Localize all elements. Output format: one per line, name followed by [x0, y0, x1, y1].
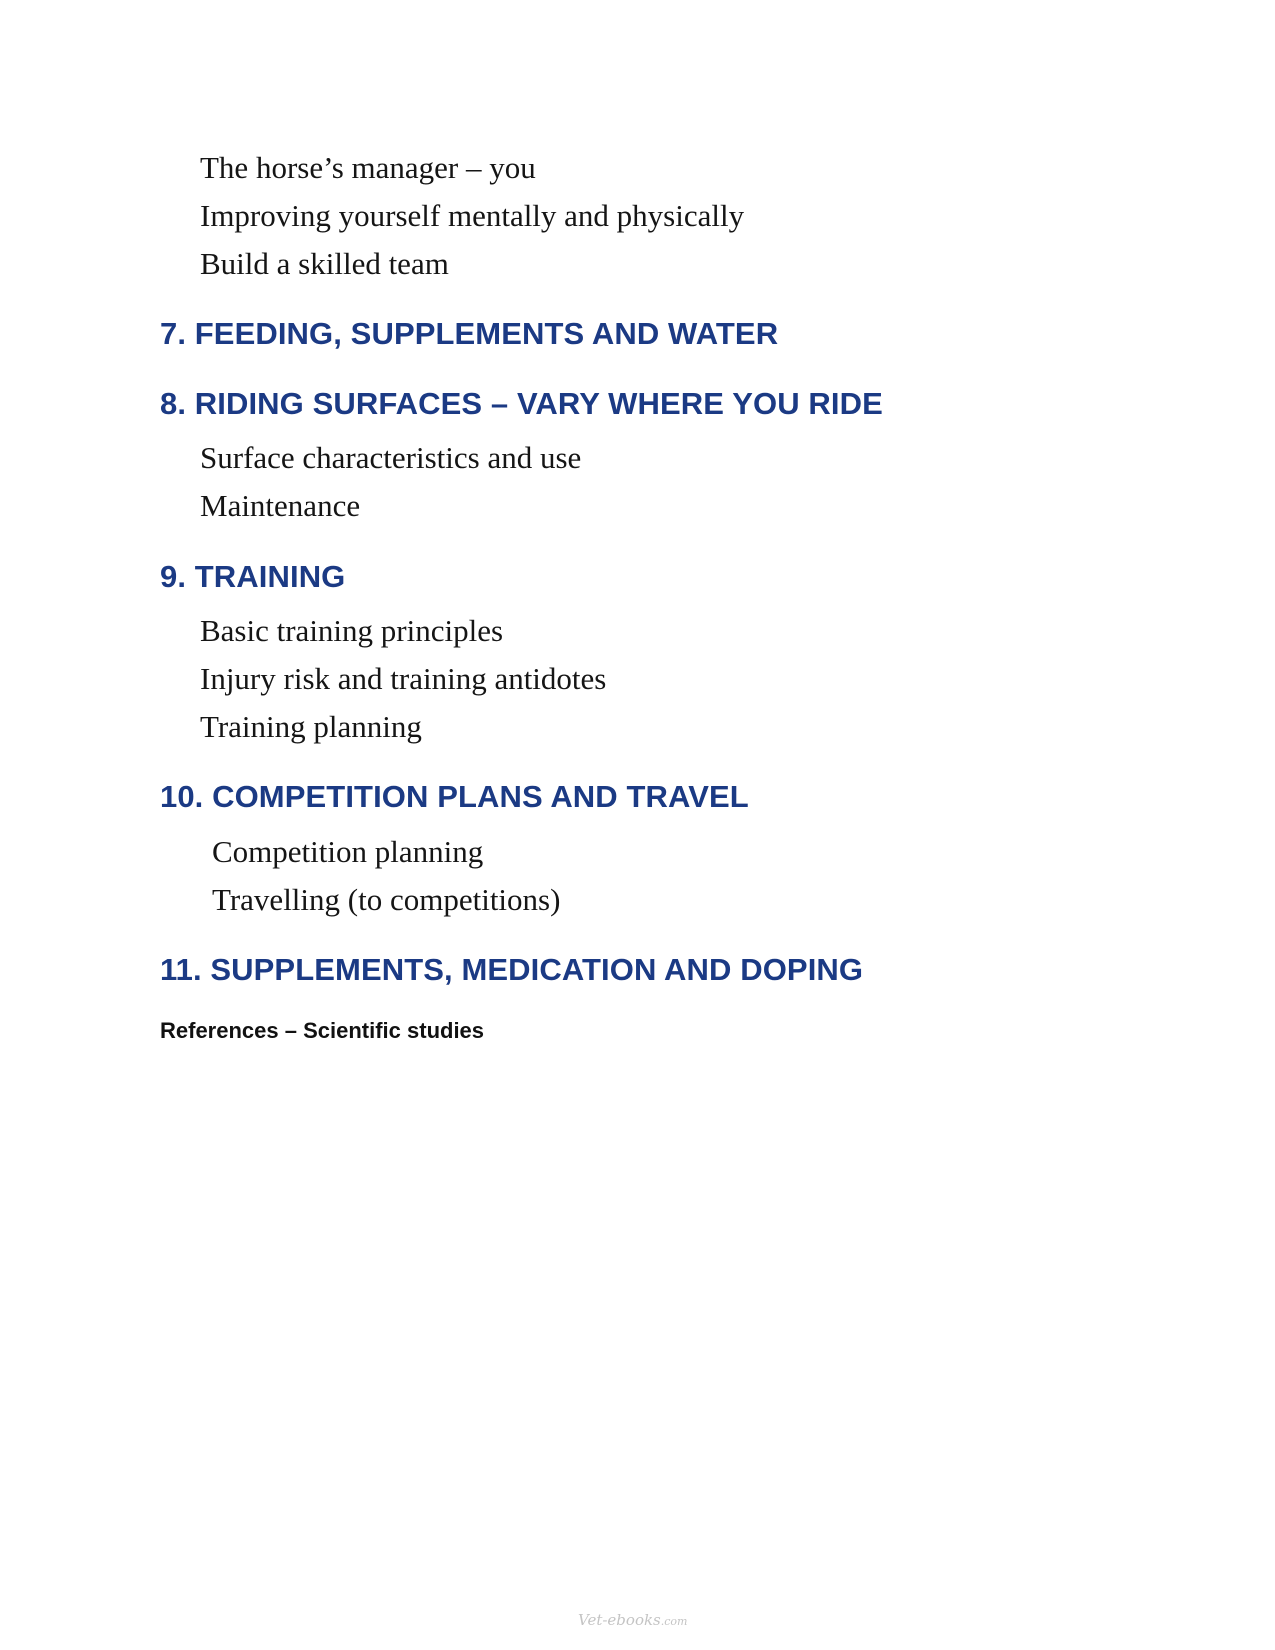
toc-item-skilled-team: Build a skilled team: [200, 246, 449, 281]
toc-item-improving-yourself: Improving yourself mentally and physically: [200, 198, 745, 233]
toc-item-basic-training: Basic training principles: [200, 613, 504, 648]
toc-heading-chapter-11: 11. SUPPLEMENTS, MEDICATION AND DOPING: [160, 952, 864, 987]
toc-references: References – Scientific studies: [160, 1018, 485, 1043]
toc-heading-chapter-9: 9. TRAINING: [160, 559, 346, 594]
toc-heading-chapter-8: 8. RIDING SURFACES – VARY WHERE YOU RIDE: [160, 386, 883, 421]
toc-item-injury-risk: Injury risk and training antidotes: [200, 661, 607, 696]
watermark-domain: .com: [660, 1615, 688, 1628]
toc-item-travelling: Travelling (to competitions): [212, 882, 561, 917]
toc-heading-chapter-7: 7. FEEDING, SUPPLEMENTS AND WATER: [160, 316, 779, 351]
watermark-logo: [578, 1613, 687, 1628]
toc-item-competition-planning: Competition planning: [212, 834, 484, 869]
toc-item-surface-characteristics: Surface characteristics and use: [200, 440, 582, 475]
toc-item-maintenance: Maintenance: [200, 488, 361, 523]
toc-item-horse-manager: The horse’s manager – you: [200, 150, 536, 185]
toc-item-training-planning: Training planning: [200, 709, 422, 744]
watermark-name: Vet-ebooks: [578, 1611, 661, 1629]
toc-heading-chapter-10: 10. COMPETITION PLANS AND TRAVEL: [160, 779, 749, 814]
